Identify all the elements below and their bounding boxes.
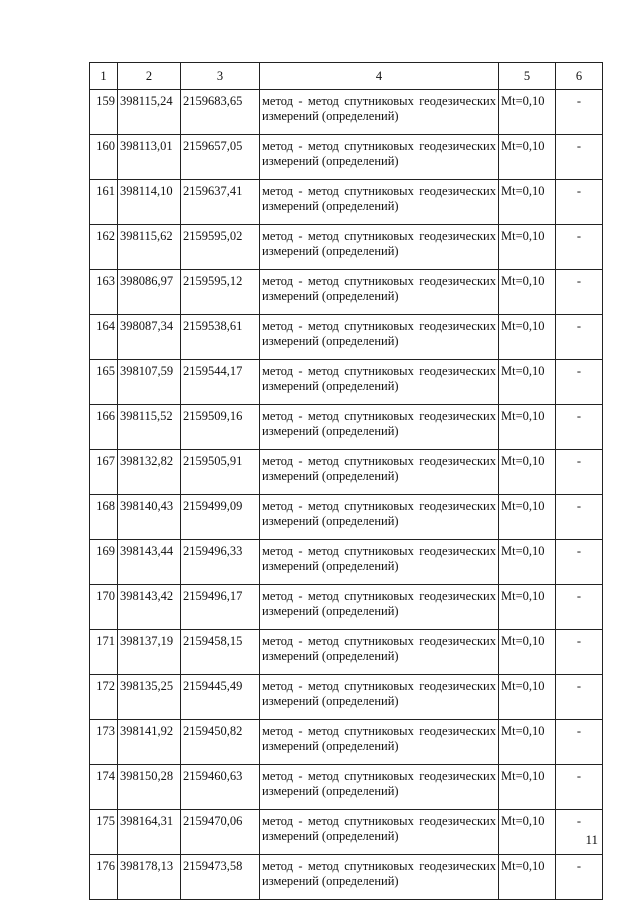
point-number-cell: 160 <box>90 135 118 180</box>
x-coordinate-cell: 398164,31 <box>118 810 181 855</box>
y-coordinate-cell: 2159473,58 <box>181 855 260 900</box>
table-row <box>90 225 603 270</box>
y-coordinate-cell: 2159505,91 <box>181 450 260 495</box>
accuracy-cell: Mt=0,10 <box>499 315 556 360</box>
column-header-3: 3 <box>181 63 260 90</box>
column-header-1: 1 <box>90 63 118 90</box>
point-number-cell: 161 <box>90 180 118 225</box>
point-number-cell: 169 <box>90 540 118 585</box>
table-row <box>90 630 603 675</box>
point-number-cell: 159 <box>90 90 118 135</box>
method-cell: метод - метод спутниковых геодезических измерений (определений) <box>260 540 499 585</box>
x-coordinate-cell: 398114,10 <box>118 180 181 225</box>
accuracy-cell: Mt=0,10 <box>499 225 556 270</box>
point-number-cell: 176 <box>90 855 118 900</box>
y-coordinate-cell: 2159683,65 <box>181 90 260 135</box>
point-number-cell: 173 <box>90 720 118 765</box>
x-coordinate-cell: 398115,24 <box>118 90 181 135</box>
x-coordinate-cell: 398150,28 <box>118 765 181 810</box>
table-row <box>90 315 603 360</box>
extra-cell: - <box>556 90 603 135</box>
table-row <box>90 540 603 585</box>
accuracy-cell: Mt=0,10 <box>499 495 556 540</box>
point-number-cell: 171 <box>90 630 118 675</box>
method-cell: метод - метод спутниковых геодезических измерений (определений) <box>260 495 499 540</box>
x-coordinate-cell: 398143,44 <box>118 540 181 585</box>
x-coordinate-cell: 398137,19 <box>118 630 181 675</box>
extra-cell: - <box>556 720 603 765</box>
table-row <box>90 585 603 630</box>
extra-cell: - <box>556 855 603 900</box>
extra-cell: - <box>556 630 603 675</box>
table-row <box>90 720 603 765</box>
method-cell: метод - метод спутниковых геодезических измерений (определений) <box>260 585 499 630</box>
accuracy-cell: Mt=0,10 <box>499 405 556 450</box>
y-coordinate-cell: 2159458,15 <box>181 630 260 675</box>
method-cell: метод - метод спутниковых геодезических измерений (определений) <box>260 270 499 315</box>
table-row <box>90 180 603 225</box>
x-coordinate-cell: 398107,59 <box>118 360 181 405</box>
extra-cell: - <box>556 495 603 540</box>
accuracy-cell: Mt=0,10 <box>499 135 556 180</box>
point-number-cell: 172 <box>90 675 118 720</box>
extra-cell: - <box>556 405 603 450</box>
extra-cell: - <box>556 810 603 855</box>
accuracy-cell: Mt=0,10 <box>499 90 556 135</box>
table-row <box>90 810 603 855</box>
method-cell: метод - метод спутниковых геодезических измерений (определений) <box>260 180 499 225</box>
coordinates-table <box>89 62 603 900</box>
extra-cell: - <box>556 540 603 585</box>
method-cell: метод - метод спутниковых геодезических измерений (определений) <box>260 450 499 495</box>
x-coordinate-cell: 398087,34 <box>118 315 181 360</box>
y-coordinate-cell: 2159657,05 <box>181 135 260 180</box>
accuracy-cell: Mt=0,10 <box>499 450 556 495</box>
accuracy-cell: Mt=0,10 <box>499 810 556 855</box>
page-number: 11 <box>585 832 598 847</box>
table-row <box>90 855 603 900</box>
extra-cell: - <box>556 675 603 720</box>
table-row <box>90 270 603 315</box>
column-header-5: 5 <box>499 63 556 90</box>
x-coordinate-cell: 398135,25 <box>118 675 181 720</box>
y-coordinate-cell: 2159595,12 <box>181 270 260 315</box>
x-coordinate-cell: 398140,43 <box>118 495 181 540</box>
method-cell: метод - метод спутниковых геодезических измерений (определений) <box>260 225 499 270</box>
point-number-cell: 170 <box>90 585 118 630</box>
extra-cell: - <box>556 450 603 495</box>
table-row <box>90 450 603 495</box>
method-cell: метод - метод спутниковых геодезических измерений (определений) <box>260 315 499 360</box>
x-coordinate-cell: 398086,97 <box>118 270 181 315</box>
table-row <box>90 675 603 720</box>
method-cell: метод - метод спутниковых геодезических измерений (определений) <box>260 135 499 180</box>
y-coordinate-cell: 2159450,82 <box>181 720 260 765</box>
method-cell: метод - метод спутниковых геодезических измерений (определений) <box>260 630 499 675</box>
method-cell: метод - метод спутниковых геодезических измерений (определений) <box>260 405 499 450</box>
table-row <box>90 360 603 405</box>
extra-cell: - <box>556 765 603 810</box>
x-coordinate-cell: 398141,92 <box>118 720 181 765</box>
extra-cell: - <box>556 315 603 360</box>
method-cell: метод - метод спутниковых геодезических измерений (определений) <box>260 810 499 855</box>
x-coordinate-cell: 398178,13 <box>118 855 181 900</box>
accuracy-cell: Mt=0,10 <box>499 540 556 585</box>
table-row <box>90 90 603 135</box>
point-number-cell: 168 <box>90 495 118 540</box>
point-number-cell: 167 <box>90 450 118 495</box>
table-row <box>90 495 603 540</box>
point-number-cell: 175 <box>90 810 118 855</box>
y-coordinate-cell: 2159509,16 <box>181 405 260 450</box>
y-coordinate-cell: 2159496,17 <box>181 585 260 630</box>
accuracy-cell: Mt=0,10 <box>499 765 556 810</box>
point-number-cell: 166 <box>90 405 118 450</box>
point-number-cell: 163 <box>90 270 118 315</box>
extra-cell: - <box>556 585 603 630</box>
extra-cell: - <box>556 270 603 315</box>
point-number-cell: 165 <box>90 360 118 405</box>
extra-cell: - <box>556 360 603 405</box>
extra-cell: - <box>556 135 603 180</box>
y-coordinate-cell: 2159637,41 <box>181 180 260 225</box>
y-coordinate-cell: 2159470,06 <box>181 810 260 855</box>
column-header-2: 2 <box>118 63 181 90</box>
y-coordinate-cell: 2159544,17 <box>181 360 260 405</box>
column-header-4: 4 <box>260 63 499 90</box>
accuracy-cell: Mt=0,10 <box>499 585 556 630</box>
method-cell: метод - метод спутниковых геодезических измерений (определений) <box>260 720 499 765</box>
y-coordinate-cell: 2159460,63 <box>181 765 260 810</box>
y-coordinate-cell: 2159445,49 <box>181 675 260 720</box>
x-coordinate-cell: 398143,42 <box>118 585 181 630</box>
x-coordinate-cell: 398115,52 <box>118 405 181 450</box>
method-cell: метод - метод спутниковых геодезических измерений (определений) <box>260 675 499 720</box>
accuracy-cell: Mt=0,10 <box>499 360 556 405</box>
column-header-6: 6 <box>556 63 603 90</box>
method-cell: метод - метод спутниковых геодезических измерений (определений) <box>260 90 499 135</box>
accuracy-cell: Mt=0,10 <box>499 675 556 720</box>
method-cell: метод - метод спутниковых геодезических измерений (определений) <box>260 360 499 405</box>
y-coordinate-cell: 2159595,02 <box>181 225 260 270</box>
y-coordinate-cell: 2159496,33 <box>181 540 260 585</box>
x-coordinate-cell: 398115,62 <box>118 225 181 270</box>
point-number-cell: 162 <box>90 225 118 270</box>
table-row <box>90 135 603 180</box>
table-row <box>90 405 603 450</box>
accuracy-cell: Mt=0,10 <box>499 855 556 900</box>
method-cell: метод - метод спутниковых геодезических измерений (определений) <box>260 765 499 810</box>
accuracy-cell: Mt=0,10 <box>499 630 556 675</box>
point-number-cell: 174 <box>90 765 118 810</box>
accuracy-cell: Mt=0,10 <box>499 720 556 765</box>
y-coordinate-cell: 2159499,09 <box>181 495 260 540</box>
x-coordinate-cell: 398132,82 <box>118 450 181 495</box>
table-header-row <box>90 63 603 90</box>
y-coordinate-cell: 2159538,61 <box>181 315 260 360</box>
extra-cell: - <box>556 225 603 270</box>
accuracy-cell: Mt=0,10 <box>499 270 556 315</box>
method-cell: метод - метод спутниковых геодезических измерений (определений) <box>260 855 499 900</box>
extra-cell: - <box>556 180 603 225</box>
point-number-cell: 164 <box>90 315 118 360</box>
table-row <box>90 765 603 810</box>
accuracy-cell: Mt=0,10 <box>499 180 556 225</box>
x-coordinate-cell: 398113,01 <box>118 135 181 180</box>
